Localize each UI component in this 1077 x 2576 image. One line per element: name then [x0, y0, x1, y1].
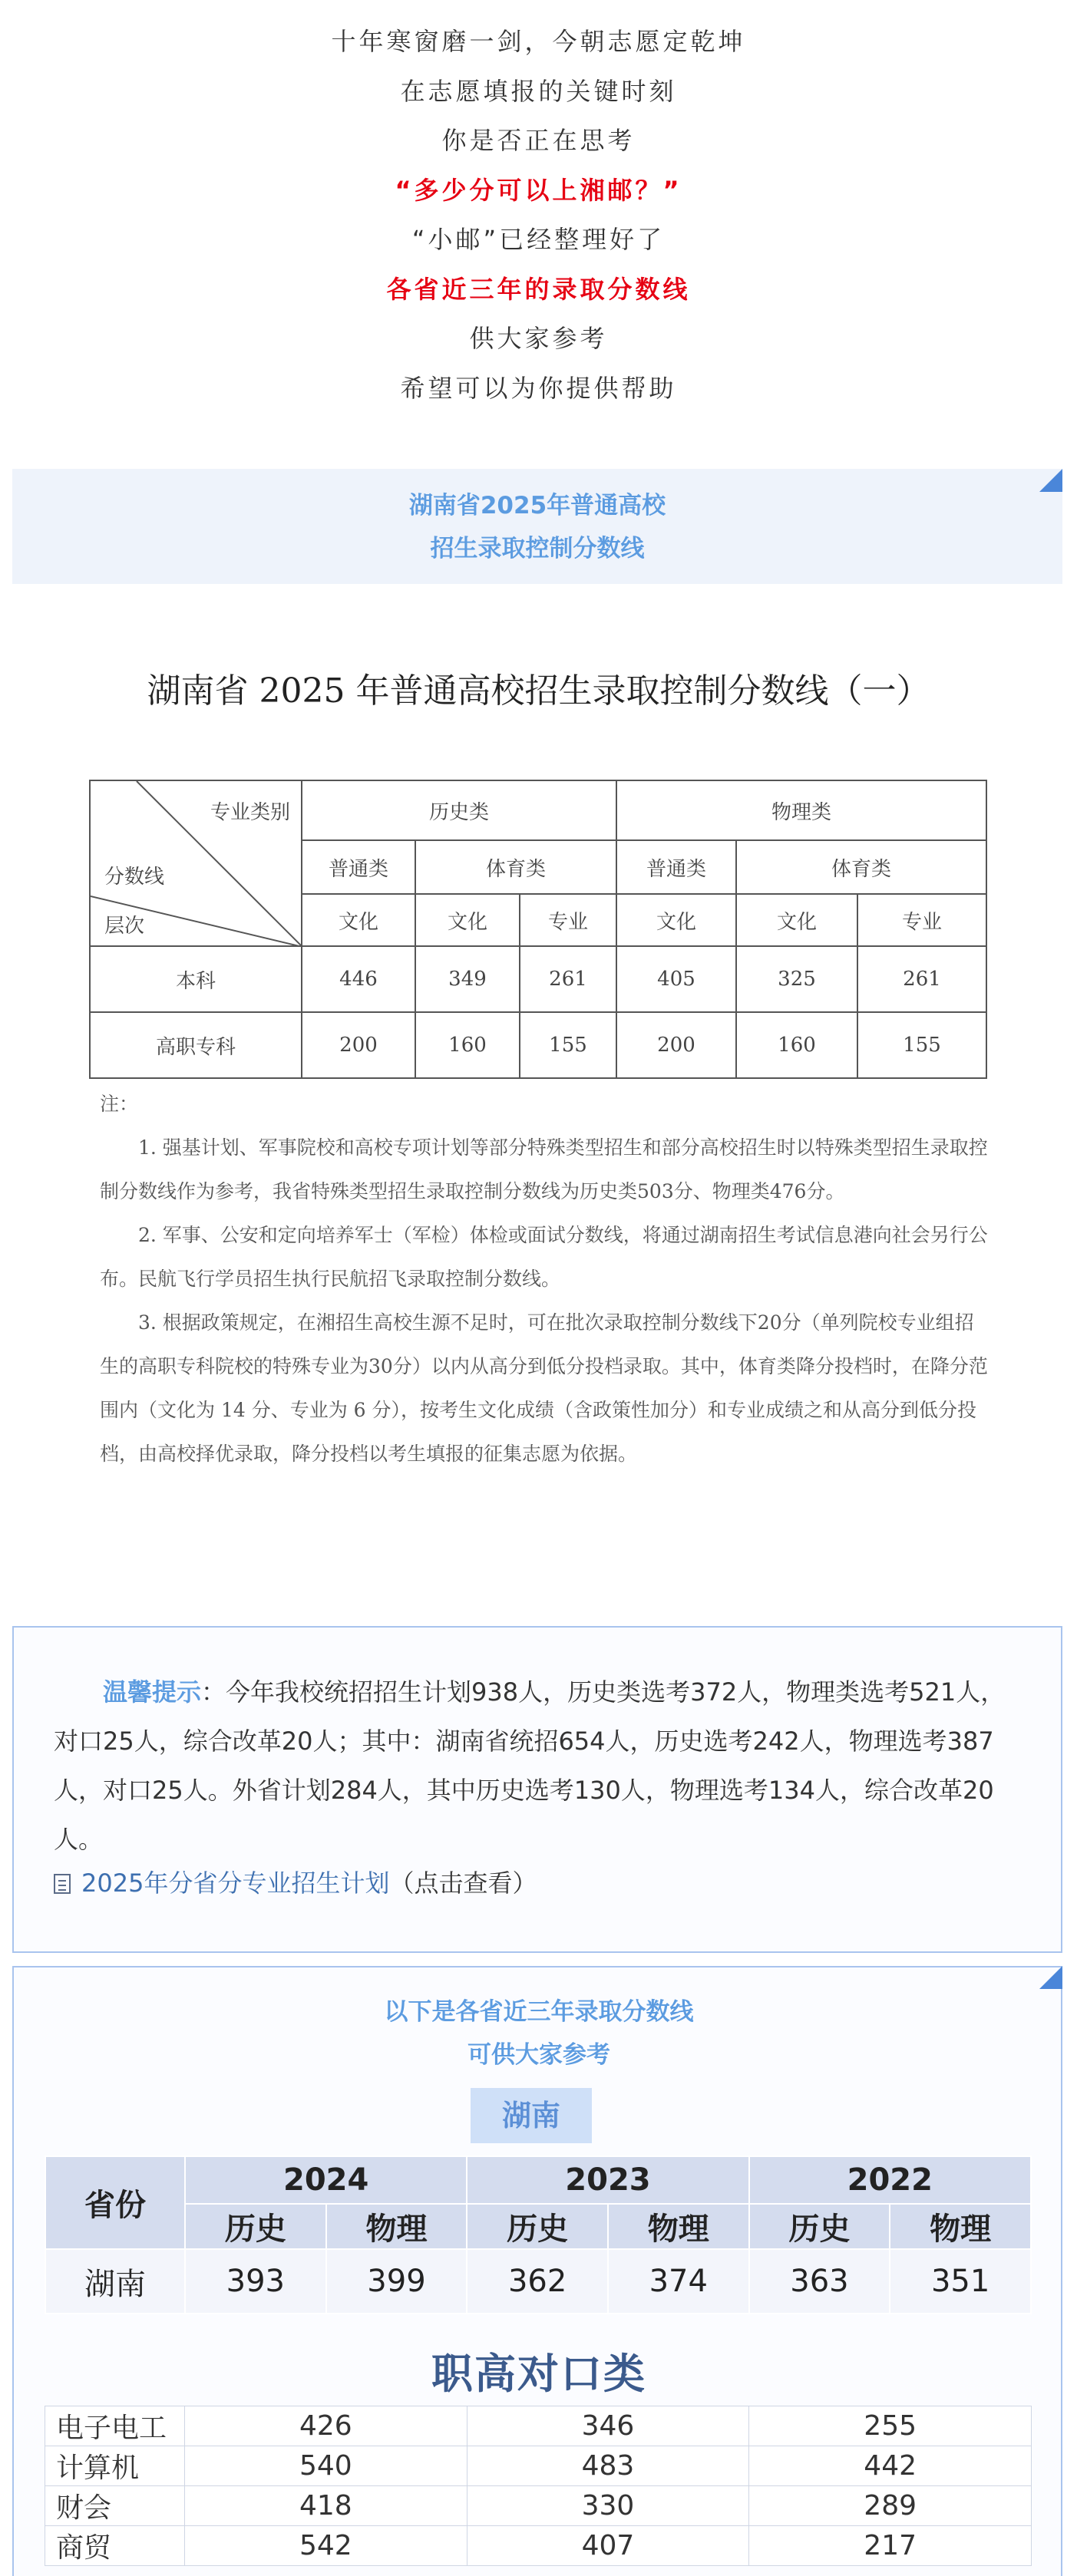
corner-triangle-icon — [1039, 469, 1062, 492]
table-cell: 200 — [302, 1012, 415, 1078]
intro-line: 在志愿填报的关键时刻 — [400, 76, 677, 106]
subject-header: 历史 — [185, 2204, 326, 2249]
putong-header: 普通类 — [302, 840, 415, 894]
corner-label-score: 分数线 — [104, 866, 165, 889]
group-physics-header: 物理类 — [616, 780, 986, 840]
row-label: 财会 — [45, 2486, 185, 2526]
notes-heading: 注： — [100, 1093, 139, 1115]
table-cell: 407 — [467, 2526, 749, 2566]
tiyu-header: 体育类 — [736, 840, 986, 894]
document-title: 湖南省 2025 年普通高校招生录取控制分数线（一） — [147, 671, 930, 711]
year-header: 2022 — [749, 2156, 1031, 2204]
wenhua-header: 文化 — [736, 894, 857, 946]
intro-block — [0, 17, 1077, 413]
table-cell: 426 — [185, 2406, 467, 2446]
province-badge: 湖南 — [471, 2088, 592, 2143]
intro-line-highlight: “多少分可以上湘邮？” — [395, 175, 682, 205]
table-cell: 160 — [736, 1012, 857, 1078]
corner-triangle-icon — [1039, 1966, 1062, 1989]
table-cell: 160 — [415, 1012, 520, 1078]
table-row — [90, 1012, 986, 1078]
table-cell: 351 — [890, 2249, 1031, 2314]
document-icon — [54, 1874, 71, 1894]
table-cell: 155 — [857, 1012, 986, 1078]
link-suffix[interactable]: （点击查看） — [389, 1869, 537, 1898]
table-row — [90, 946, 986, 1012]
table-cell: 330 — [467, 2486, 749, 2526]
vocational-title: 职高对口类 — [431, 2350, 646, 2398]
table-cell: 399 — [326, 2249, 467, 2314]
table-cell: 442 — [749, 2446, 1032, 2486]
wenhua-header: 文化 — [415, 894, 520, 946]
table-cell: 405 — [616, 946, 736, 1012]
note-item: 3. 根据政策规定，在湘招生高校生源不足时，可在批次录取控制分数线下20分（单列院校专业组招生的高职专科院校的特殊专业为30分）以内从高分到低分投档录取。其中，体育类降分投档时，在降分范围内（文化为 14 分、专业为 6 分），按考生文化成绩（含政策性加分）和专业成绩之和从高分到低分投档，由高校择优录取，降分投档以考生填报的征集志愿为依据。 — [100, 1311, 988, 1465]
subject-header: 历史 — [467, 2204, 608, 2249]
tiyu-header: 体育类 — [415, 840, 616, 894]
table-row — [45, 2446, 1032, 2486]
tip-label: 温馨提示 — [103, 1677, 202, 1707]
table-cell: 200 — [616, 1012, 736, 1078]
intro-line: 希望可以为你提供帮助 — [400, 373, 677, 403]
table-cell: 483 — [467, 2446, 749, 2486]
wenhua-header: 文化 — [616, 894, 736, 946]
table-cell: 418 — [185, 2486, 467, 2526]
intro-line: 供大家参考 — [469, 324, 608, 353]
province-header: 省份 — [45, 2156, 185, 2249]
intro-line: 你是否正在思考 — [441, 126, 636, 155]
intro-line: 十年寒窗磨一剑，今朝志愿定乾坤 — [331, 27, 746, 56]
table-cell: 155 — [520, 1012, 616, 1078]
corner-label-category: 专业类别 — [210, 801, 290, 824]
table-cell: 446 — [302, 946, 415, 1012]
table-cell: 346 — [467, 2406, 749, 2446]
subject-header: 历史 — [749, 2204, 890, 2249]
history-scores-box — [12, 1966, 1062, 2576]
table-cell: 217 — [749, 2526, 1032, 2566]
table-row — [45, 2249, 1031, 2314]
note-item: 2. 军事、公安和定向培养军士（军检）体检或面试分数线，将通过湖南招生考试信息港向社会另行公布。民航飞行学员招生执行民航招飞录取控制分数线。 — [100, 1224, 988, 1290]
row-label: 湖南 — [45, 2249, 185, 2314]
history-heading-line: 可供大家参考 — [467, 2041, 610, 2069]
year-header: 2024 — [185, 2156, 467, 2204]
tip-text — [54, 1667, 1029, 1864]
row-label: 电子电工 — [45, 2406, 185, 2446]
table-cell: 363 — [749, 2249, 890, 2314]
zhuanye-header: 专业 — [857, 894, 986, 946]
intro-line: “小邮”已经整理好了 — [411, 225, 666, 254]
notes-block — [100, 1082, 990, 1476]
subject-header: 物理 — [326, 2204, 467, 2249]
note-item: 1. 强基计划、军事院校和高校专项计划等部分特殊类型招生和部分高校招生时以特殊类型招生录取控制分数线作为参考，我省特殊类型招生录取控制分数线为历史类503分、物理类476分。 — [100, 1136, 988, 1202]
tip-box — [12, 1626, 1062, 1953]
table-cell: 374 — [608, 2249, 749, 2314]
row-label: 高职专科 — [90, 1012, 302, 1078]
table-cell: 362 — [467, 2249, 608, 2314]
table-cell: 325 — [736, 946, 857, 1012]
banner-title: 招生录取控制分数线 — [430, 535, 645, 562]
table-cell: 289 — [749, 2486, 1032, 2526]
zhuanye-header: 专业 — [520, 894, 616, 946]
table-cell: 540 — [185, 2446, 467, 2486]
table-cell: 261 — [520, 946, 616, 1012]
wenhua-header: 文化 — [302, 894, 415, 946]
vocational-score-table — [45, 2406, 1032, 2566]
table-cell: 255 — [749, 2406, 1032, 2446]
row-label: 本科 — [90, 946, 302, 1012]
row-label: 商贸 — [45, 2526, 185, 2566]
subject-header: 物理 — [890, 2204, 1031, 2249]
table-row — [45, 2406, 1032, 2446]
intro-line-highlight: 各省近三年的录取分数线 — [386, 274, 691, 304]
history-heading-line: 以下是各省近三年录取分数线 — [384, 1998, 694, 2026]
enrollment-plan-link[interactable] — [54, 1864, 537, 1899]
tip-body: ：今年我校统招招生计划938人，历史类选考372人，物理类选考521人，对口25人，综合改革20人；其中：湖南省统招654人，历史选考242人，物理选考387人，对口25人。外省计划284人，其中历史选考130人，物理选考134人，综合改革20人。 — [54, 1677, 1006, 1854]
diagonal-header-cell — [90, 780, 302, 946]
table-cell: 542 — [185, 2526, 467, 2566]
table-cell: 393 — [185, 2249, 326, 2314]
group-history-header: 历史类 — [302, 780, 616, 840]
link-text[interactable]: 2025年分省分专业招生计划 — [81, 1869, 390, 1898]
putong-header: 普通类 — [616, 840, 736, 894]
table-row — [45, 2526, 1032, 2566]
history-score-table — [45, 2155, 1032, 2314]
corner-label-level: 层次 — [104, 915, 145, 938]
history-heading — [14, 1991, 1064, 2076]
section-banner — [12, 469, 1062, 584]
year-header: 2023 — [467, 2156, 748, 2204]
control-score-table — [89, 780, 987, 1079]
table-cell: 261 — [857, 946, 986, 1012]
table-row — [45, 2486, 1032, 2526]
row-label: 计算机 — [45, 2446, 185, 2486]
banner-title: 湖南省2025年普通高校 — [408, 492, 666, 519]
table-cell: 349 — [415, 946, 520, 1012]
subject-header: 物理 — [608, 2204, 749, 2249]
